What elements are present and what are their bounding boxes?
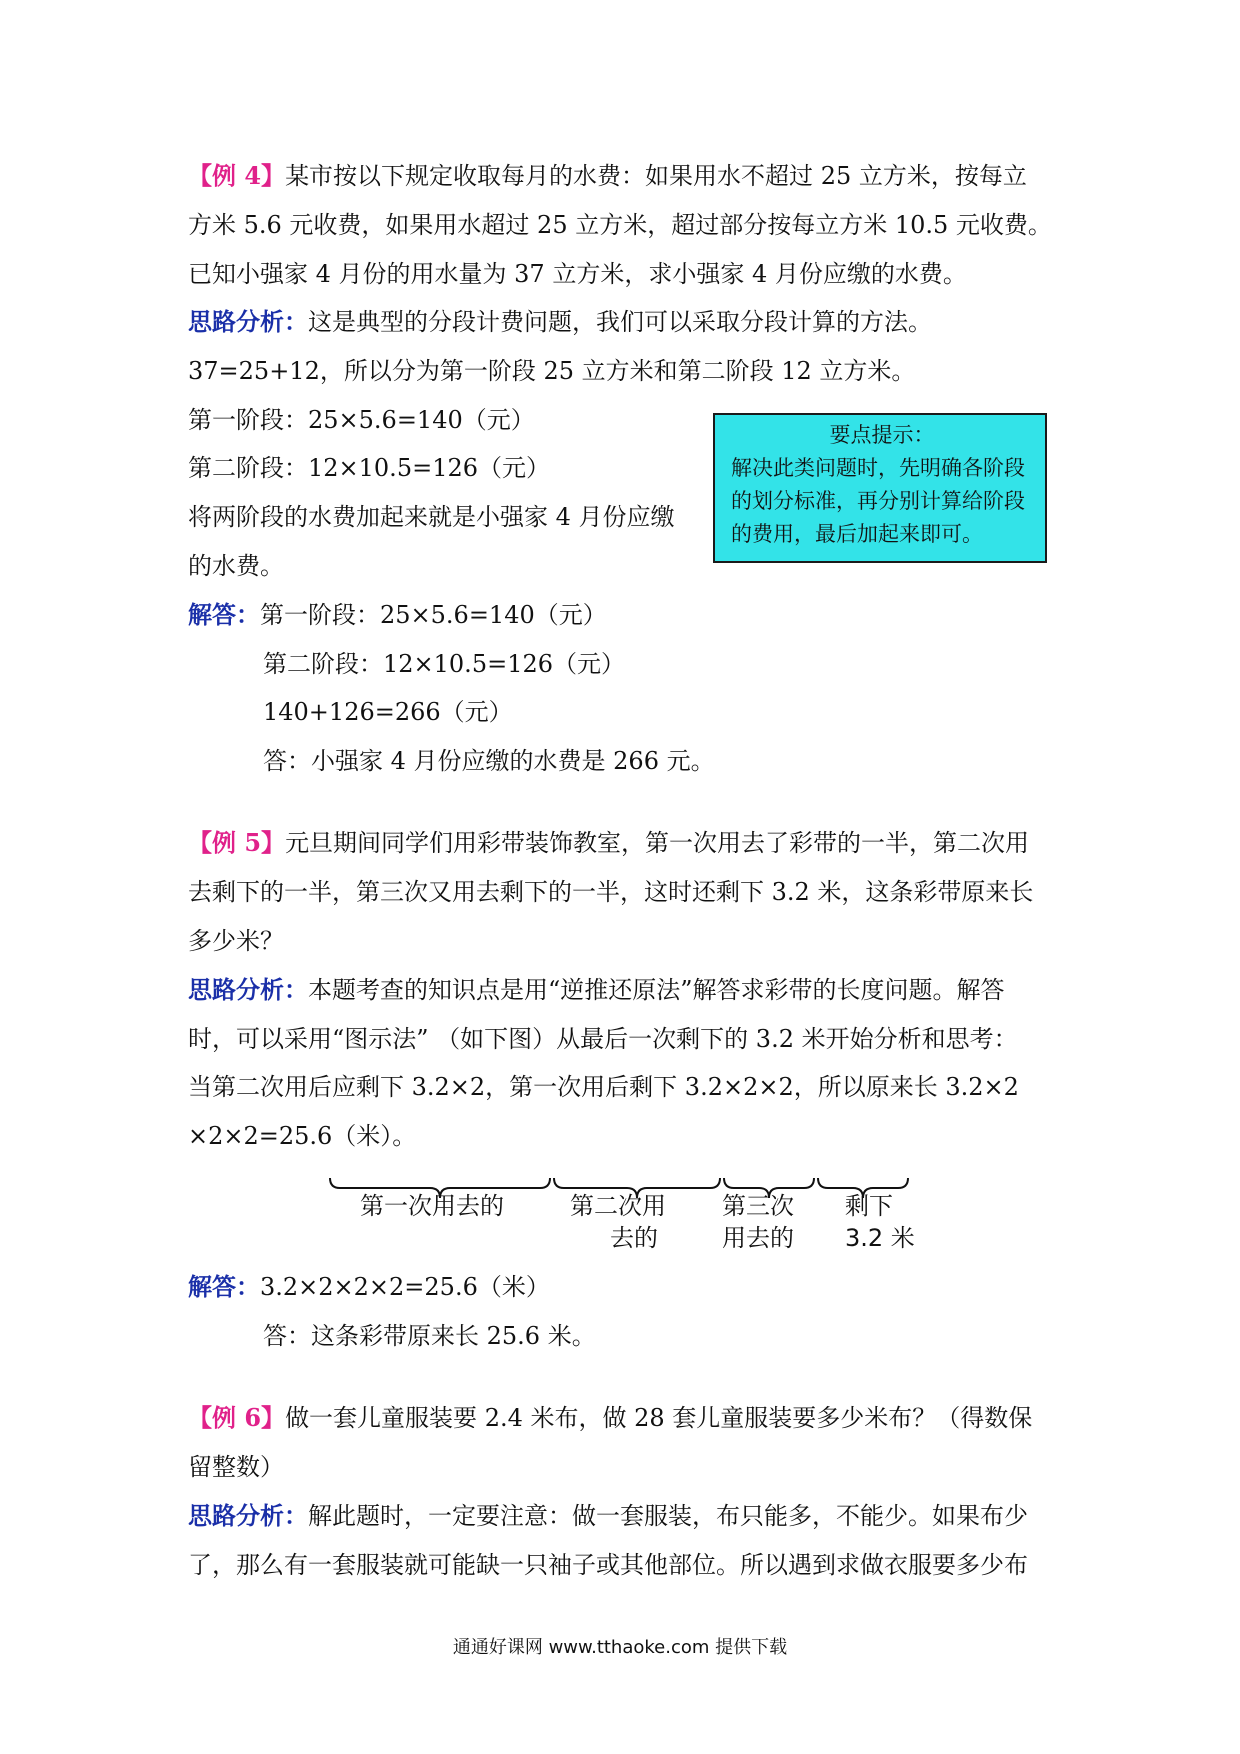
example-5-question-line-2: 去剩下的一半，第三次又用去剩下的一半，这时还剩下 3.2 米，这条彩带原来长 — [188, 878, 1034, 906]
example-4-answer-line-3: 140+126=266（元） — [263, 698, 513, 726]
example-4-label: 【例 4】 — [188, 161, 286, 190]
answer-label: 解答： — [188, 1272, 260, 1301]
example-5-question-line-1: 【例 5】元旦期间同学们用彩带装饰教室，第一次用去了彩带的一半，第二次用 — [188, 828, 1030, 857]
diagram-label-second-use-line-2: 去的 — [610, 1224, 658, 1252]
example-6-label: 【例 6】 — [188, 1403, 286, 1432]
example-5-analysis-line-2: 时，可以采用“图示法” （如下图）从最后一次剩下的 3.2 米开始分析和思考： — [188, 1025, 1018, 1053]
answer-label: 解答： — [188, 600, 260, 629]
example-4-answer-line-4: 答：小强家 4 月份应缴的水费是 266 元。 — [263, 747, 715, 775]
example-4-question-line-3: 已知小强家 4 月份的用水量为 37 立方米，求小强家 4 月份应缴的水费。 — [188, 260, 967, 288]
analysis-label: 思路分析： — [188, 975, 308, 1004]
example-4-question-line-2: 方米 5.6 元收费，如果用水超过 25 立方米，超过部分按每立方米 10.5 元收费。 — [188, 211, 1052, 239]
example-4-question-line-1: 【例 4】某市按以下规定收取每月的水费：如果用水不超过 25 立方米，按每立 — [188, 161, 1027, 190]
example-4-analysis-line-3: 第一阶段：25×5.6=140（元） — [188, 406, 535, 434]
example-5-analysis-line-1: 思路分析：本题考查的知识点是用“逆推还原法”解答求彩带的长度问题。解答 — [188, 975, 1005, 1004]
diagram-label-third-use-line-1: 第三次 — [722, 1192, 794, 1220]
tip-line-2: 的划分标准，再分别计算给阶段 — [731, 489, 1025, 513]
page-footer: 通通好课网 www.tthaoke.com 提供下载 — [452, 1637, 788, 1658]
tip-title: 要点提示： — [829, 423, 935, 447]
tip-line-1: 解决此类问题时，先明确各阶段 — [731, 456, 1025, 480]
ribbon-usage-diagram — [320, 1168, 940, 1278]
diagram-label-remaining-line-2: 3.2 米 — [845, 1224, 915, 1252]
tip-line-3: 的费用，最后加起来即可。 — [731, 522, 983, 546]
example-6-analysis-line-1: 思路分析：解此题时，一定要注意：做一套服装，布只能多，不能少。如果布少 — [188, 1501, 1028, 1530]
example-4-analysis-line-6: 的水费。 — [188, 552, 284, 580]
diagram-label-remaining-line-1: 剩下 — [845, 1192, 893, 1220]
analysis-label: 思路分析： — [188, 1501, 308, 1530]
example-4-analysis-line-5: 将两阶段的水费加起来就是小强家 4 月份应缴 — [188, 503, 675, 531]
diagram-label-third-use-line-2: 用去的 — [722, 1224, 794, 1252]
diagram-label-first-use: 第一次用去的 — [360, 1192, 504, 1220]
diagram-label-second-use-line-1: 第二次用 — [570, 1192, 666, 1220]
example-6-question-line-1: 【例 6】做一套儿童服装要 2.4 米布，做 28 套儿童服装要多少米布？（得数保 — [188, 1403, 1033, 1432]
example-6-analysis-line-2: 了，那么有一套服装就可能缺一只袖子或其他部位。所以遇到求做衣服要多少布 — [188, 1551, 1028, 1579]
example-5-label: 【例 5】 — [188, 828, 286, 857]
example-4-answer-line-1: 解答：第一阶段：25×5.6=140（元） — [188, 600, 607, 629]
example-6-question-line-2: 留整数） — [188, 1453, 284, 1481]
key-point-tip-box — [713, 413, 1047, 563]
analysis-label: 思路分析： — [188, 307, 308, 336]
example-4-analysis-line-2: 37=25+12，所以分为第一阶段 25 立方米和第二阶段 12 立方米。 — [188, 357, 916, 385]
example-4-analysis-line-4: 第二阶段：12×10.5=126（元） — [188, 454, 551, 482]
example-4-answer-line-2: 第二阶段：12×10.5=126（元） — [263, 650, 626, 678]
example-5-answer-line-1: 解答：3.2×2×2×2=25.6（米） — [188, 1272, 550, 1301]
example-5-question-line-3: 多少米？ — [188, 927, 284, 955]
example-5-analysis-line-3: 当第二次用后应剩下 3.2×2，第一次用后剩下 3.2×2×2，所以原来长 3.2×2 — [188, 1073, 1019, 1101]
example-4-analysis-line-1: 思路分析：这是典型的分段计费问题，我们可以采取分段计算的方法。 — [188, 307, 932, 336]
example-5-analysis-line-4: ×2×2=25.6（米）。 — [188, 1122, 417, 1150]
example-5-answer-line-2: 答：这条彩带原来长 25.6 米。 — [263, 1322, 596, 1350]
